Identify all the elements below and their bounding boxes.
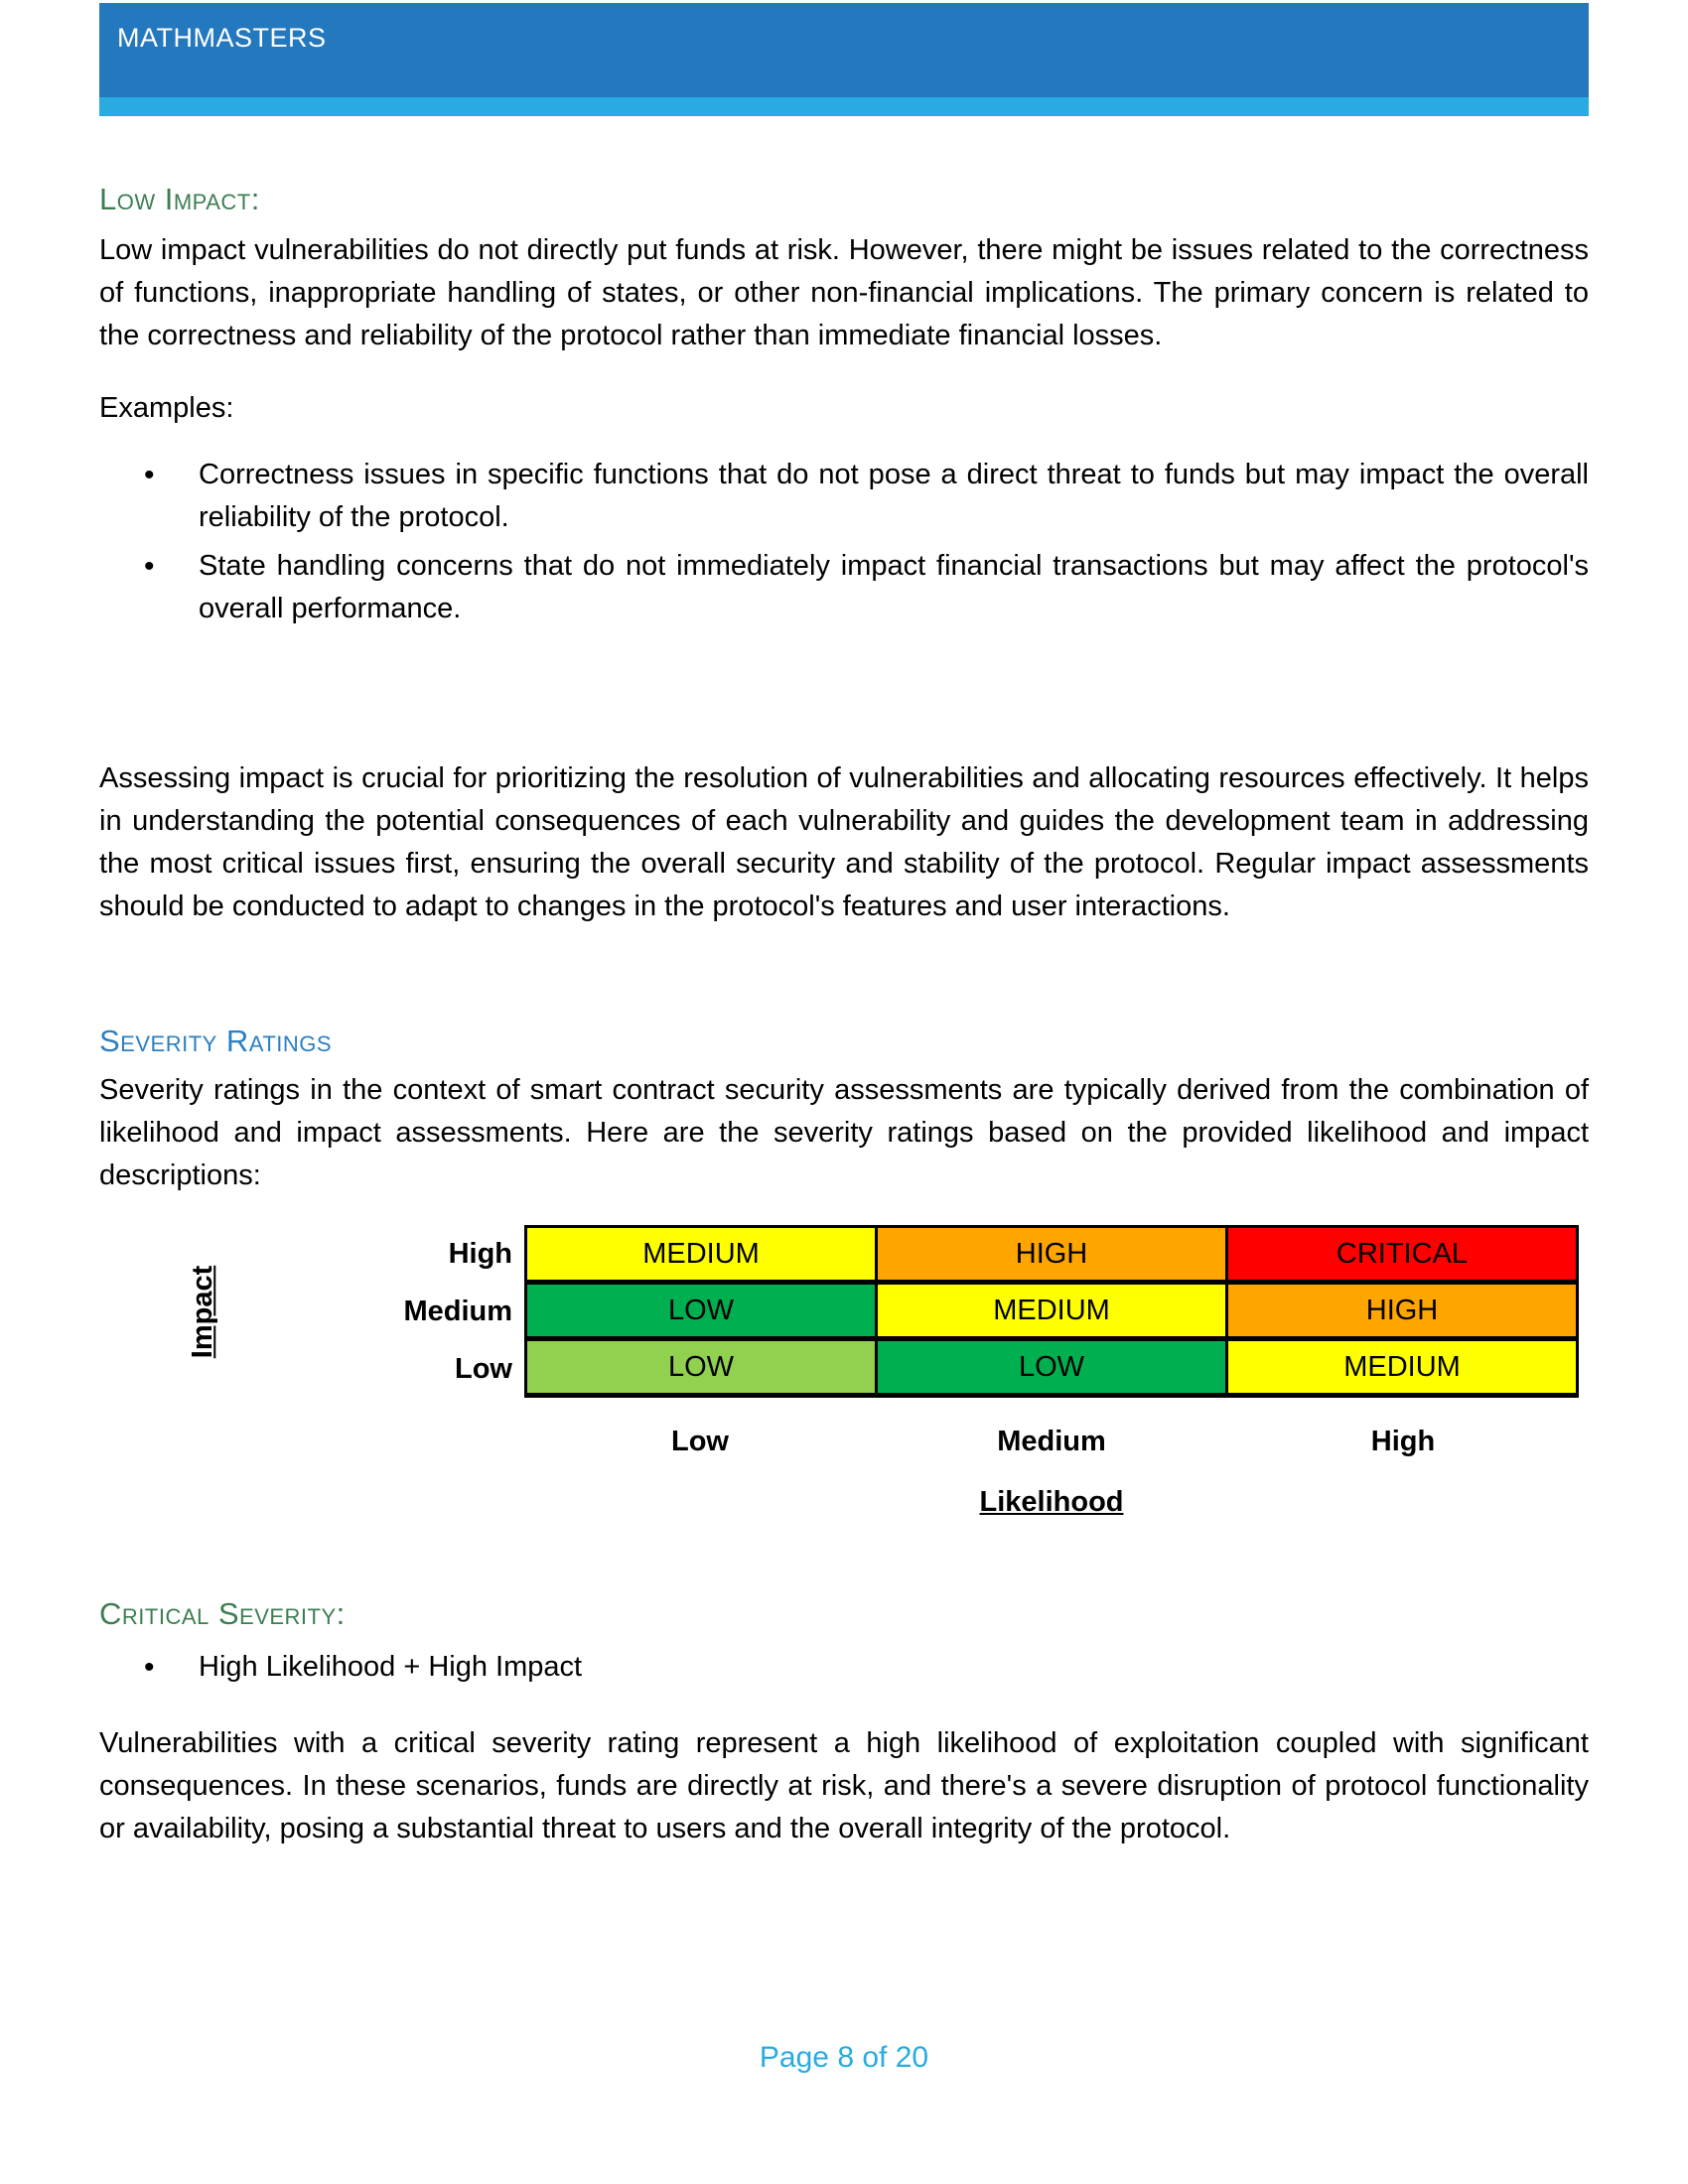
low-impact-paragraph: Low impact vulnerabilities do not directly put funds at risk. However, there might be issues related to the correctness of functions, inappropriate handling of states, or other non-financial implications. The primary concern is related to the correctness and reliability of the protocol rather than immediate financial losses. (99, 234, 1589, 351)
matrix-row-label-medium: Medium (403, 1295, 512, 1327)
page-header (99, 3, 1589, 116)
matrix-row-label-low: Low (455, 1352, 512, 1385)
matrix-cell-high-low: MEDIUM (527, 1228, 875, 1280)
matrix-cell-low-medium: LOW (878, 1341, 1225, 1393)
matrix-cell-low-high: MEDIUM (1228, 1341, 1576, 1393)
severity-matrix-grid (524, 1225, 1579, 1398)
critical-severity-bullet-list (99, 1646, 1589, 1689)
severity-ratings-heading: Severity Ratings (99, 1024, 333, 1058)
critical-severity-paragraph: Vulnerabilities with a critical severity rating represent a high likelihood of exploitation coupled with significant consequences. In these scenarios, funds are directly at risk, and there's a severe disruption of protocol functionality or availability, posing a substantial threat to users and the overall integrity of the protocol. (99, 1727, 1589, 1844)
matrix-cell-high-high: CRITICAL (1228, 1228, 1576, 1280)
severity-matrix (99, 1225, 1589, 1519)
page-number: Page 8 of 20 (759, 2041, 929, 2074)
list-item: • State handling concerns that do not immediately impact financial transactions but may affect the protocol's overall performance. (99, 545, 1589, 630)
likelihood-axis-label: Likelihood (979, 1486, 1124, 1518)
matrix-col-label-high: High (1370, 1426, 1436, 1457)
matrix-row-labels (308, 1225, 524, 1398)
matrix-cell-high-medium: HIGH (878, 1228, 1225, 1280)
impact-axis (99, 1225, 308, 1398)
brand-logo-text: MATHMASTERS (117, 23, 327, 53)
critical-severity-heading: Critical Severity: (99, 1596, 346, 1631)
matrix-cell-medium-high: HIGH (1228, 1285, 1576, 1336)
matrix-col-label-low: Low (671, 1426, 729, 1457)
list-item: • High Likelihood + High Impact (99, 1646, 1589, 1689)
matrix-cell-medium-low: LOW (527, 1285, 875, 1336)
assessing-impact-paragraph: Assessing impact is crucial for prioritizing the resolution of vulnerabilities and allocating resources effectively. It helps in understanding the potential consequences of each vulnerability and guides the development team in addressing the most critical issues first, ensuring the overall security and stability of the protocol. Regular impact assessments should be conducted to adapt to changes in the protocol's features and user interactions. (99, 762, 1589, 922)
list-item: • Correctness issues in specific functions that do not pose a direct threat to funds but may impact the overall reliability of the protocol. (99, 454, 1589, 539)
severity-ratings-paragraph: Severity ratings in the context of smart contract security assessments are typically derived from the combination of likelihood and impact assessments. Here are the severity ratings based on the provided likelihood and impact descriptions: (99, 1074, 1589, 1191)
matrix-row-label-high: High (448, 1237, 512, 1270)
header-bar (99, 3, 1589, 97)
document-body (99, 116, 1589, 1850)
low-impact-heading: Low Impact: (99, 182, 260, 216)
matrix-cell-low-low: LOW (527, 1341, 875, 1393)
matrix-col-labels (524, 1426, 1579, 1458)
low-impact-bullet-list (99, 454, 1589, 630)
matrix-col-label-medium: Medium (997, 1426, 1106, 1457)
impact-axis-label: Impact (187, 1265, 219, 1358)
matrix-cell-medium-medium: MEDIUM (878, 1285, 1225, 1336)
examples-label: Examples: (99, 392, 234, 424)
header-accent-strip (99, 97, 1589, 116)
